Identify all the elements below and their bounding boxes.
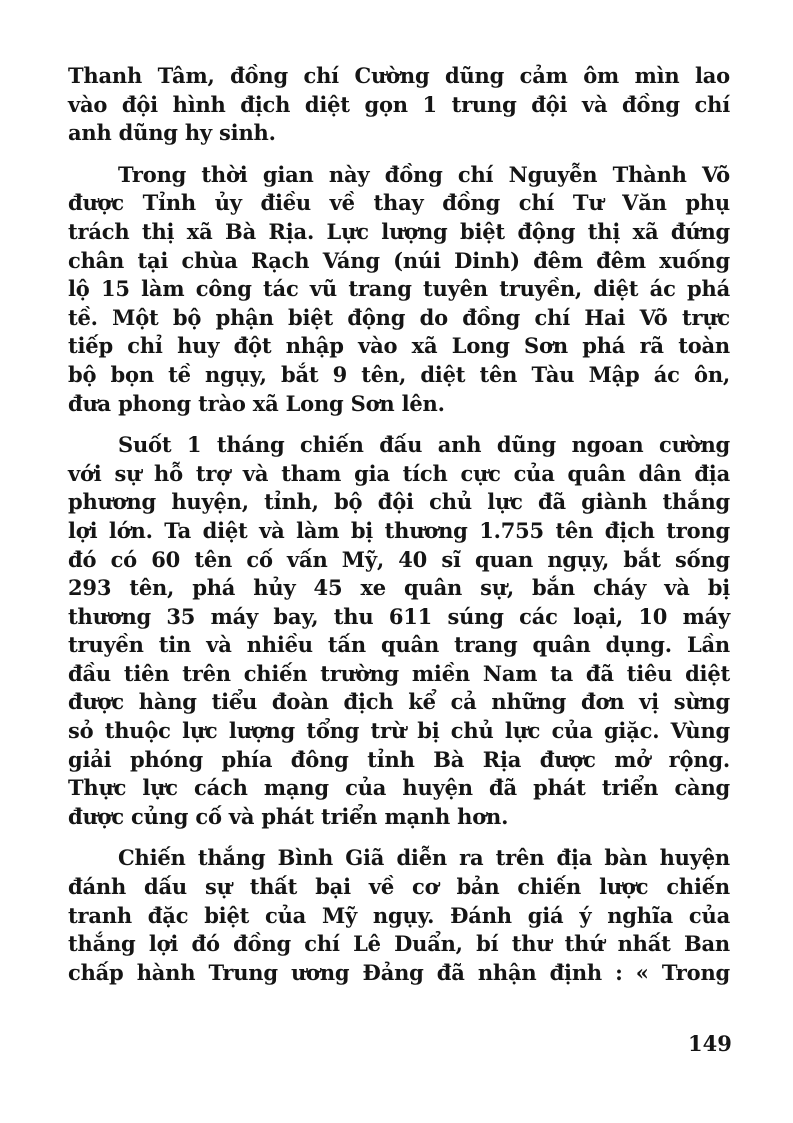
text-line: bộ bọn tề ngụy, bắt 9 tên, diệt tên Tàu Mập ác ôn, — [68, 361, 730, 387]
document-page — [68, 62, 730, 987]
text-line: giải phóng phía đông tỉnh Bà Rịa được mở rộng. — [68, 746, 730, 772]
text-line: vào đội hình địch diệt gọn 1 trung đội và đồng chí — [68, 91, 730, 117]
paragraph-1 — [68, 62, 730, 148]
text-line: Chiến thắng Bình Giã diễn ra trên địa bàn huyện — [118, 845, 730, 871]
text-line: Suốt 1 tháng chiến đấu anh dũng ngoan cường — [118, 432, 730, 458]
paragraph-4 — [68, 844, 730, 987]
text-line: truyền tin và nhiều tấn quân trang quân dụng. Lần — [68, 632, 730, 658]
text-line: chân tại chùa Rạch Váng (núi Dinh) đêm đêm xuống — [68, 247, 730, 273]
text-line: đầu tiên trên chiến trường miền Nam ta đã tiêu diệt — [68, 660, 730, 686]
text-line: lợi lớn. Ta diệt và làm bị thương 1.755 tên địch trong — [68, 517, 730, 543]
text-line: với sự hỗ trợ và tham gia tích cực của quân dân địa — [68, 460, 730, 486]
text-line: sỏ thuộc lực lượng tổng trừ bị chủ lực của giặc. Vùng — [68, 718, 730, 744]
paragraph-2 — [68, 161, 730, 418]
text-line: được hàng tiểu đoàn địch kể cả những đơn vị sừng — [68, 689, 730, 715]
text-line: đánh dấu sự thất bại về cơ bản chiến lược chiến — [68, 874, 730, 900]
text-line: tranh đặc biệt của Mỹ ngụy. Đánh giá ý nghĩa của — [68, 902, 730, 928]
text-line: Thực lực cách mạng của huyện đã phát triển càng — [68, 775, 730, 801]
text-line: được củng cố và phát triển mạnh hơn. — [68, 803, 509, 829]
text-line: thắng lợi đó đồng chí Lê Duẩn, bí thư thứ nhất Ban — [68, 931, 730, 957]
page-number: 149 — [688, 1031, 732, 1056]
text-line: tiếp chỉ huy đột nhập vào xã Long Sơn phá rã toàn — [68, 333, 730, 359]
paragraph-3 — [68, 431, 730, 831]
text-line: trách thị xã Bà Rịa. Lực lượng biệt động thị xã đứng — [68, 218, 730, 244]
text-line: lộ 15 làm công tác vũ trang tuyên truyền, diệt ác phá — [68, 276, 730, 302]
text-line: chấp hành Trung ương Đảng đã nhận định : « Trong — [68, 959, 730, 985]
text-line: đó có 60 tên cố vấn Mỹ, 40 sĩ quan ngụy, bắt sống — [68, 546, 730, 572]
text-line: tề. Một bộ phận biệt động do đồng chí Hai Võ trực — [68, 304, 730, 330]
text-line: được Tỉnh ủy điều về thay đồng chí Tư Văn phụ — [68, 190, 730, 216]
text-line: đưa phong trào xã Long Sơn lên. — [68, 390, 445, 416]
text-line: 293 tên, phá hủy 45 xe quân sự, bắn cháy và bị — [68, 575, 730, 601]
text-line: Trong thời gian này đồng chí Nguyễn Thành Võ — [118, 161, 730, 187]
text-line: phương huyện, tỉnh, bộ đội chủ lực đã giành thắng — [68, 489, 730, 515]
text-line: Thanh Tâm, đồng chí Cường dũng cảm ôm mìn lao — [68, 63, 730, 88]
text-line: thương 35 máy bay, thu 611 súng các loại, 10 máy — [68, 603, 730, 629]
text-line: anh dũng hy sinh. — [68, 120, 276, 146]
